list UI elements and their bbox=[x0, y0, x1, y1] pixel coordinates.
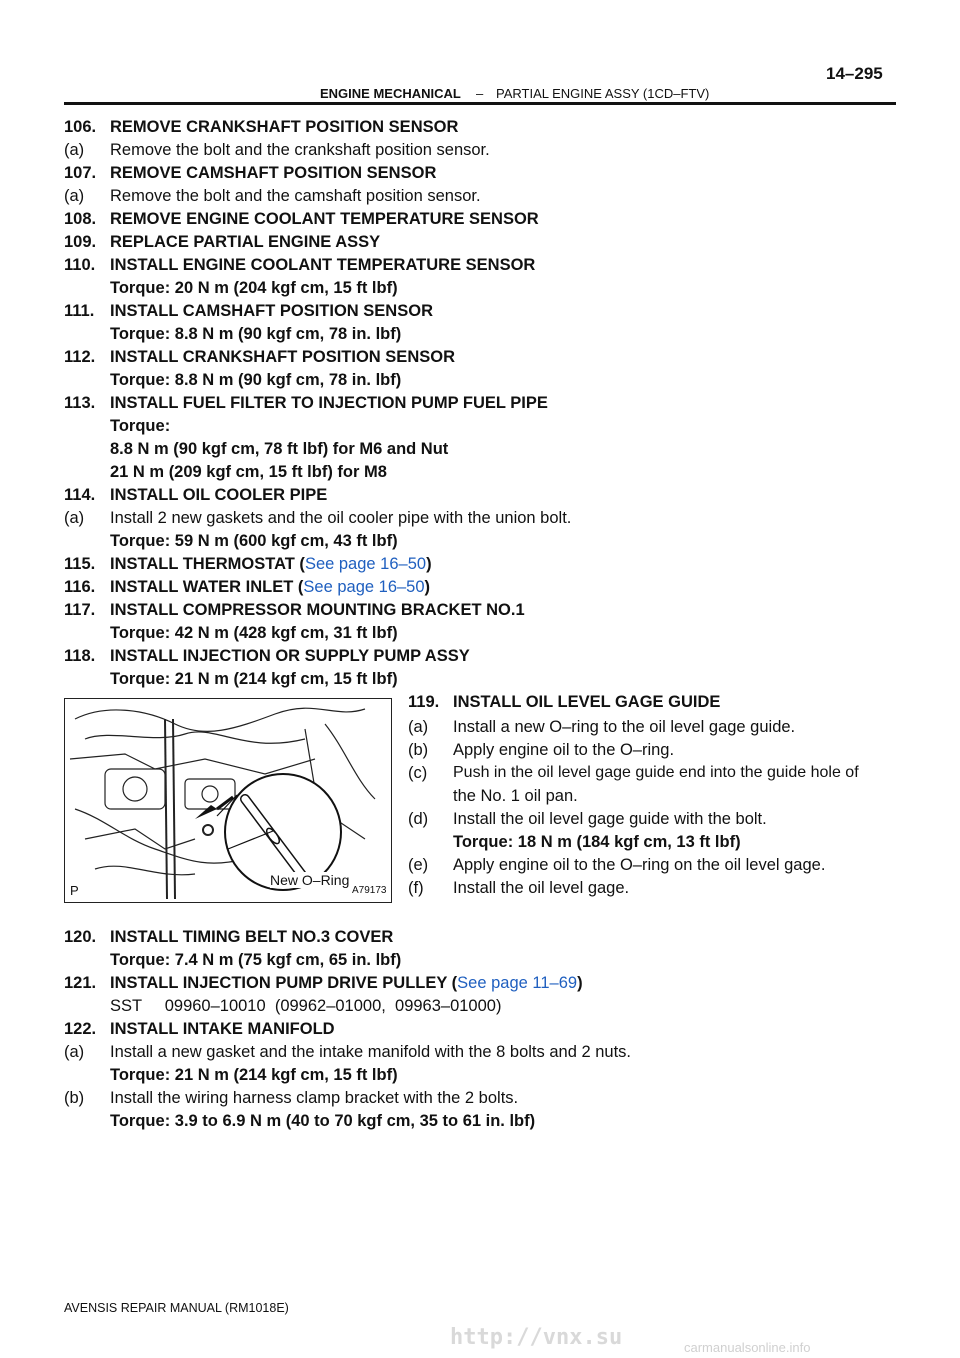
substep-letter: (b) bbox=[64, 1089, 85, 1107]
close-paren: ) bbox=[426, 555, 432, 573]
torque-spec: Torque: 3.9 to 6.9 N m (40 to 70 kgf cm, 35 to 61 in. lbf) bbox=[110, 1112, 536, 1130]
torque-spec: Torque: 20 N m (204 kgf cm, 15 ft lbf) bbox=[110, 279, 398, 297]
step-title-text: INSTALL INJECTION PUMP DRIVE PULLEY ( bbox=[110, 974, 458, 992]
step-title-text: INSTALL WATER INLET ( bbox=[110, 578, 304, 596]
substep-letter: (d) bbox=[408, 810, 429, 828]
step-number: 106. bbox=[64, 118, 97, 136]
torque-spec: Torque: 42 N m (428 kgf cm, 31 ft lbf) bbox=[110, 624, 398, 642]
step-title: INSTALL FUEL FILTER TO INJECTION PUMP FUEL PIPE bbox=[110, 394, 548, 412]
step-number: 115. bbox=[64, 555, 96, 573]
substep-text: Install a new O–ring to the oil level gage guide. bbox=[453, 718, 796, 736]
page-number: 14–295 bbox=[826, 64, 883, 83]
torque-spec: Torque: 21 N m (214 kgf cm, 15 ft lbf) bbox=[110, 1066, 398, 1084]
step-title-text: INSTALL THERMOSTAT ( bbox=[110, 555, 305, 573]
step-number: 122. bbox=[64, 1020, 97, 1038]
substep-text: Push in the oil level gage guide end into the guide hole of bbox=[453, 764, 859, 781]
header-rule bbox=[64, 102, 896, 105]
step-title: INSTALL CRANKSHAFT POSITION SENSOR bbox=[110, 348, 455, 366]
torque-spec: Torque: 21 N m (214 kgf cm, 15 ft lbf) bbox=[110, 670, 398, 688]
substep-letter: (e) bbox=[408, 856, 429, 874]
step-number: 121. bbox=[64, 974, 97, 992]
step-number: 110. bbox=[64, 256, 96, 274]
substep-letter: (a) bbox=[64, 509, 85, 527]
step-title bbox=[110, 554, 432, 574]
substep-letter: (c) bbox=[408, 764, 428, 782]
substep-text: Apply engine oil to the O–ring on the oil level gage. bbox=[453, 856, 826, 874]
substep-text: Install the wiring harness clamp bracket with the 2 bolts. bbox=[110, 1089, 519, 1107]
substep-letter: (b) bbox=[408, 741, 429, 759]
step-title: REPLACE PARTIAL ENGINE ASSY bbox=[110, 233, 381, 251]
substep-letter: (a) bbox=[64, 1043, 85, 1061]
step-title: INSTALL CAMSHAFT POSITION SENSOR bbox=[110, 302, 433, 320]
step-number: 117. bbox=[64, 601, 96, 619]
substep-letter: (a) bbox=[408, 718, 429, 736]
torque-spec: 21 N m (209 kgf cm, 15 ft lbf) for M8 bbox=[110, 463, 387, 481]
step-number: 107. bbox=[64, 164, 97, 182]
see-page-link[interactable]: See page 11–69 bbox=[457, 974, 578, 992]
figure-callout: New O–Ring bbox=[270, 872, 350, 888]
torque-spec: Torque: 59 N m (600 kgf cm, 43 ft lbf) bbox=[110, 532, 398, 550]
substep-text: the No. 1 oil pan. bbox=[453, 787, 578, 805]
step-title: INSTALL INTAKE MANIFOLD bbox=[110, 1020, 335, 1038]
torque-spec: Torque: 7.4 N m (75 kgf cm, 65 in. lbf) bbox=[110, 951, 402, 969]
step-title: INSTALL COMPRESSOR MOUNTING BRACKET NO.1 bbox=[110, 601, 525, 619]
close-paren: ) bbox=[424, 578, 431, 596]
step-number: 113. bbox=[64, 394, 96, 412]
torque-spec: Torque: 18 N m (184 kgf cm, 13 ft lbf) bbox=[453, 833, 741, 851]
substep-text: Apply engine oil to the O–ring. bbox=[453, 741, 675, 759]
header-subtitle: PARTIAL ENGINE ASSY (1CD–FTV) bbox=[496, 86, 710, 101]
sst-spec: SST 09960–10010 (09962–01000, 09963–01000) bbox=[110, 997, 502, 1015]
footer-manual-id: AVENSIS REPAIR MANUAL (RM1018E) bbox=[64, 1301, 289, 1315]
step-number: 120. bbox=[64, 928, 97, 946]
close-paren: ) bbox=[577, 974, 583, 992]
substep-text: Remove the bolt and the camshaft position sensor. bbox=[110, 187, 481, 205]
substep-text: Remove the bolt and the crankshaft position sensor. bbox=[110, 141, 490, 159]
step-title: REMOVE CAMSHAFT POSITION SENSOR bbox=[110, 164, 437, 182]
torque-spec: Torque: 8.8 N m (90 kgf cm, 78 in. lbf) bbox=[110, 371, 402, 389]
step-title: INSTALL OIL COOLER PIPE bbox=[110, 486, 328, 504]
torque-label: Torque: bbox=[110, 417, 171, 435]
step-number: 111. bbox=[64, 302, 95, 320]
step-title: INSTALL TIMING BELT NO.3 COVER bbox=[110, 928, 394, 946]
header-section: ENGINE MECHANICAL bbox=[320, 86, 461, 101]
step-number: 118. bbox=[64, 647, 96, 665]
watermark-url: http://vnx.su bbox=[450, 1325, 623, 1350]
substep-text: Install 2 new gaskets and the oil cooler pipe with the union bolt. bbox=[110, 509, 572, 527]
step-number: 119. bbox=[408, 693, 440, 711]
step-number: 108. bbox=[64, 210, 97, 228]
step-title bbox=[110, 577, 430, 597]
torque-spec: 8.8 N m (90 kgf cm, 78 ft lbf) for M6 and Nut bbox=[110, 440, 449, 458]
substep-text: Install a new gasket and the intake manifold with the 8 bolts and 2 nuts. bbox=[110, 1043, 631, 1061]
substep-letter: (f) bbox=[408, 879, 424, 897]
figure-p-mark: P bbox=[70, 883, 79, 898]
step-title: REMOVE CRANKSHAFT POSITION SENSOR bbox=[110, 118, 459, 136]
substep-letter: (a) bbox=[64, 187, 85, 205]
step-title bbox=[110, 973, 583, 993]
figure-id: A79173 bbox=[352, 885, 387, 896]
step-title: INSTALL INJECTION OR SUPPLY PUMP ASSY bbox=[110, 647, 470, 665]
substep-text: Install the oil level gage guide with the bolt. bbox=[453, 810, 767, 828]
see-page-link[interactable]: See page 16–50 bbox=[303, 578, 425, 596]
step-number: 114. bbox=[64, 486, 96, 504]
substep-text: Install the oil level gage. bbox=[453, 879, 630, 897]
step-number: 109. bbox=[64, 233, 97, 251]
step-title: INSTALL OIL LEVEL GAGE GUIDE bbox=[453, 693, 721, 711]
substep-letter: (a) bbox=[64, 141, 85, 159]
header-dash: – bbox=[476, 86, 484, 101]
see-page-link[interactable]: See page 16–50 bbox=[304, 555, 427, 573]
step-title: INSTALL ENGINE COOLANT TEMPERATURE SENSOR bbox=[110, 256, 536, 274]
step-title: REMOVE ENGINE COOLANT TEMPERATURE SENSOR bbox=[110, 210, 539, 228]
step-number: 116. bbox=[64, 578, 96, 596]
watermark-site: carmanualsonline.info bbox=[684, 1340, 811, 1355]
step-number: 112. bbox=[64, 348, 96, 366]
torque-spec: Torque: 8.8 N m (90 kgf cm, 78 in. lbf) bbox=[110, 325, 402, 343]
